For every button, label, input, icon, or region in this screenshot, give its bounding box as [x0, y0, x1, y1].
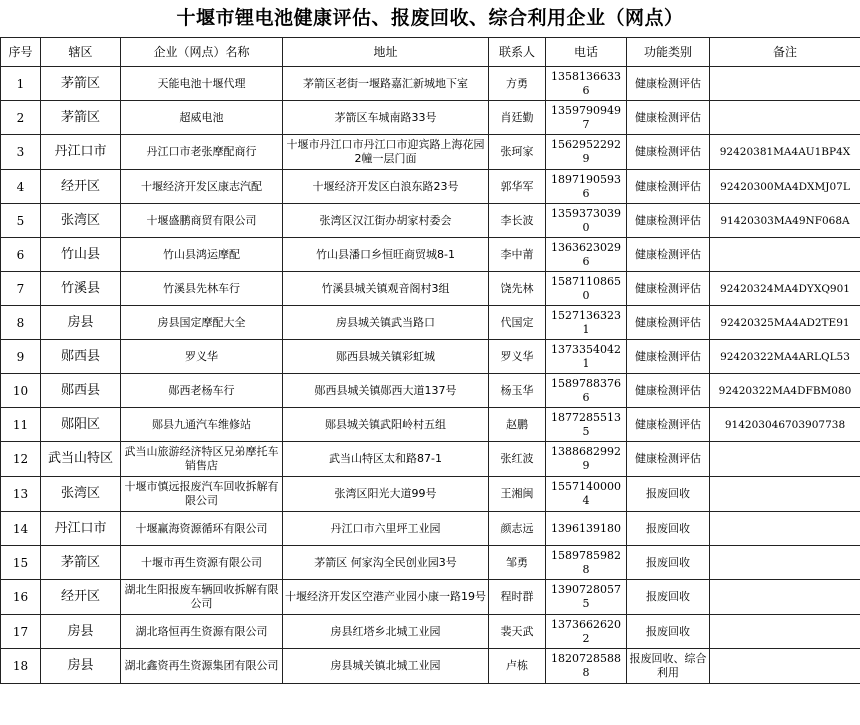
header-address: 地址	[283, 38, 489, 67]
cell-phone: 13581366336	[546, 67, 627, 101]
cell-note: 92420324MA4DYXQ901	[710, 272, 860, 306]
cell-category: 报废回收	[627, 512, 710, 546]
cell-seq: 12	[1, 442, 41, 477]
cell-note	[710, 442, 860, 477]
header-phone: 电话	[546, 38, 627, 67]
cell-phone: 13733540421	[546, 340, 627, 374]
cell-contact: 邹勇	[489, 546, 546, 580]
cell-note: 92420300MA4DXMJ07L	[710, 170, 860, 204]
cell-name: 罗义华	[121, 340, 283, 374]
cell-seq: 16	[1, 580, 41, 615]
cell-seq: 5	[1, 204, 41, 238]
cell-phone: 18772855135	[546, 408, 627, 442]
cell-note	[710, 101, 860, 135]
cell-category: 健康检测评估	[627, 101, 710, 135]
table-row	[1, 408, 860, 442]
cell-note: 914203046703907738	[710, 408, 860, 442]
cell-contact: 王湘闽	[489, 477, 546, 512]
document-title: 十堰市锂电池健康评估、报废回收、综合利用企业（网点）	[176, 7, 684, 29]
cell-phone: 1396139180	[546, 512, 627, 546]
cell-name: 超威电池	[121, 101, 283, 135]
cell-contact: 张红波	[489, 442, 546, 477]
cell-category: 健康检测评估	[627, 204, 710, 238]
cell-category: 健康检测评估	[627, 238, 710, 272]
cell-contact: 郭华军	[489, 170, 546, 204]
cell-address: 十堰经济开发区白浪东路23号	[283, 170, 489, 204]
cell-phone: 13736626202	[546, 615, 627, 649]
cell-name: 丹江口市老张摩配商行	[121, 135, 283, 170]
cell-note: 91420303MA49NF068A	[710, 204, 860, 238]
cell-note	[710, 580, 860, 615]
cell-contact: 罗义华	[489, 340, 546, 374]
cell-phone: 13593730390	[546, 204, 627, 238]
cell-district: 丹江口市	[41, 135, 121, 170]
cell-category: 报废回收	[627, 615, 710, 649]
header-contact: 联系人	[489, 38, 546, 67]
header-category: 功能类别	[627, 38, 710, 67]
cell-phone: 15571400004	[546, 477, 627, 512]
cell-district: 武当山特区	[41, 442, 121, 477]
cell-address: 十堰经济开发区空港产业园小康一路19号	[283, 580, 489, 615]
cell-district: 郧西县	[41, 374, 121, 408]
cell-address: 竹山县潘口乡恒旺商贸城8-1	[283, 238, 489, 272]
cell-category: 报废回收	[627, 477, 710, 512]
cell-note	[710, 67, 860, 101]
cell-contact: 方勇	[489, 67, 546, 101]
cell-seq: 1	[1, 67, 41, 101]
cell-category: 健康检测评估	[627, 442, 710, 477]
cell-contact: 张珂家	[489, 135, 546, 170]
cell-contact: 李长波	[489, 204, 546, 238]
cell-category: 健康检测评估	[627, 135, 710, 170]
cell-address: 武当山特区太和路87-1	[283, 442, 489, 477]
cell-note	[710, 477, 860, 512]
cell-seq: 8	[1, 306, 41, 340]
cell-category: 健康检测评估	[627, 340, 710, 374]
cell-address: 房县城关镇北城工业园	[283, 649, 489, 684]
cell-seq: 10	[1, 374, 41, 408]
cell-contact: 李中莆	[489, 238, 546, 272]
cell-note	[710, 512, 860, 546]
cell-district: 经开区	[41, 580, 121, 615]
cell-name: 十堰市再生资源有限公司	[121, 546, 283, 580]
cell-name: 十堰经济开发区康志汽配	[121, 170, 283, 204]
cell-name: 郧县九通汽车维修站	[121, 408, 283, 442]
cell-phone: 15629522929	[546, 135, 627, 170]
cell-note: 92420325MA4AD2TE91	[710, 306, 860, 340]
cell-contact: 程时群	[489, 580, 546, 615]
cell-category: 报废回收	[627, 580, 710, 615]
cell-contact: 卢栋	[489, 649, 546, 684]
cell-phone: 15271363231	[546, 306, 627, 340]
cell-seq: 15	[1, 546, 41, 580]
cell-address: 房县城关镇武当路口	[283, 306, 489, 340]
header-name: 企业（网点）名称	[121, 38, 283, 67]
table-row	[1, 477, 860, 512]
table-row	[1, 306, 860, 340]
table-row	[1, 340, 860, 374]
cell-phone: 13636230296	[546, 238, 627, 272]
header-note: 备注	[710, 38, 860, 67]
cell-address: 十堰市丹江口市丹江口市迎宾路上海花园2幢一层门面	[283, 135, 489, 170]
cell-district: 丹江口市	[41, 512, 121, 546]
header-district: 辖区	[41, 38, 121, 67]
cell-contact: 颜志远	[489, 512, 546, 546]
cell-seq: 17	[1, 615, 41, 649]
cell-category: 健康检测评估	[627, 67, 710, 101]
table-row	[1, 135, 860, 170]
cell-name: 十堰赢海资源循环有限公司	[121, 512, 283, 546]
cell-district: 茅箭区	[41, 546, 121, 580]
table-row	[1, 615, 860, 649]
cell-address: 竹溪县城关镇观音阁村3组	[283, 272, 489, 306]
cell-name: 天能电池十堰代理	[121, 67, 283, 101]
cell-note	[710, 615, 860, 649]
table-row	[1, 272, 860, 306]
cell-contact: 赵鹏	[489, 408, 546, 442]
cell-phone: 18207285888	[546, 649, 627, 684]
cell-category: 健康检测评估	[627, 272, 710, 306]
cell-address: 张湾区汉江街办胡家村委会	[283, 204, 489, 238]
cell-phone: 15897883766	[546, 374, 627, 408]
cell-name: 十堰盛鹏商贸有限公司	[121, 204, 283, 238]
table-row	[1, 649, 860, 684]
table-row	[1, 512, 860, 546]
cell-district: 房县	[41, 649, 121, 684]
cell-note: 92420381MA4AU1BP4X	[710, 135, 860, 170]
cell-name: 郧西老杨车行	[121, 374, 283, 408]
cell-category: 健康检测评估	[627, 374, 710, 408]
cell-category: 健康检测评估	[627, 306, 710, 340]
cell-contact: 饶先林	[489, 272, 546, 306]
cell-name: 房县国定摩配大全	[121, 306, 283, 340]
cell-district: 张湾区	[41, 477, 121, 512]
cell-address: 郧县城关镇武阳岭村五组	[283, 408, 489, 442]
cell-seq: 3	[1, 135, 41, 170]
table-row	[1, 442, 860, 477]
cell-seq: 9	[1, 340, 41, 374]
table-row	[1, 170, 860, 204]
cell-name: 竹溪县先林车行	[121, 272, 283, 306]
cell-name: 湖北鑫资再生资源集团有限公司	[121, 649, 283, 684]
cell-category: 报废回收	[627, 546, 710, 580]
cell-category: 健康检测评估	[627, 408, 710, 442]
cell-note	[710, 238, 860, 272]
cell-address: 张湾区阳光大道99号	[283, 477, 489, 512]
cell-district: 房县	[41, 306, 121, 340]
cell-contact: 肖廷勤	[489, 101, 546, 135]
cell-seq: 4	[1, 170, 41, 204]
cell-seq: 6	[1, 238, 41, 272]
cell-category: 健康检测评估	[627, 170, 710, 204]
table-row	[1, 238, 860, 272]
cell-name: 湖北生阳报废车辆回收拆解有限公司	[121, 580, 283, 615]
cell-district: 竹溪县	[41, 272, 121, 306]
cell-district: 郧西县	[41, 340, 121, 374]
cell-name: 竹山县鸿运摩配	[121, 238, 283, 272]
table-row	[1, 101, 860, 135]
cell-phone: 13597909497	[546, 101, 627, 135]
cell-note	[710, 649, 860, 684]
cell-district: 张湾区	[41, 204, 121, 238]
cell-address: 房县红塔乡北城工业园	[283, 615, 489, 649]
cell-name: 十堰市慎远报废汽车回收拆解有限公司	[121, 477, 283, 512]
cell-note: 92420322MA4ARLQL53	[710, 340, 860, 374]
cell-district: 房县	[41, 615, 121, 649]
cell-district: 茅箭区	[41, 101, 121, 135]
cell-contact: 裴天武	[489, 615, 546, 649]
cell-category: 报废回收、综合利用	[627, 649, 710, 684]
cell-seq: 13	[1, 477, 41, 512]
cell-seq: 7	[1, 272, 41, 306]
header-seq: 序号	[1, 38, 41, 67]
cell-district: 竹山县	[41, 238, 121, 272]
table-row	[1, 374, 860, 408]
cell-address: 茅箭区车城南路33号	[283, 101, 489, 135]
cell-note	[710, 546, 860, 580]
table-row	[1, 204, 860, 238]
cell-seq: 14	[1, 512, 41, 546]
cell-phone: 13907280575	[546, 580, 627, 615]
cell-name: 武当山旅游经济特区兄弟摩托车销售店	[121, 442, 283, 477]
enterprise-table	[0, 37, 860, 684]
cell-seq: 11	[1, 408, 41, 442]
table-row	[1, 580, 860, 615]
cell-address: 茅箭区老街一堰路嘉汇新城地下室	[283, 67, 489, 101]
cell-phone: 18971905936	[546, 170, 627, 204]
cell-name: 湖北珞恒再生资源有限公司	[121, 615, 283, 649]
cell-seq: 2	[1, 101, 41, 135]
cell-phone: 15871108650	[546, 272, 627, 306]
cell-address: 郧西县城关镇彩虹城	[283, 340, 489, 374]
table-row	[1, 546, 860, 580]
cell-contact: 代国定	[489, 306, 546, 340]
cell-address: 茅箭区 何家沟全民创业园3号	[283, 546, 489, 580]
cell-phone: 13886829929	[546, 442, 627, 477]
cell-address: 郧西县城关镇郧西大道137号	[283, 374, 489, 408]
cell-district: 茅箭区	[41, 67, 121, 101]
cell-seq: 18	[1, 649, 41, 684]
cell-note: 92420322MA4DFBM080	[710, 374, 860, 408]
cell-address: 丹江口市六里坪工业园	[283, 512, 489, 546]
cell-district: 经开区	[41, 170, 121, 204]
cell-phone: 15897859828	[546, 546, 627, 580]
cell-contact: 杨玉华	[489, 374, 546, 408]
header-row	[1, 38, 860, 67]
cell-district: 郧阳区	[41, 408, 121, 442]
table-row	[1, 67, 860, 101]
